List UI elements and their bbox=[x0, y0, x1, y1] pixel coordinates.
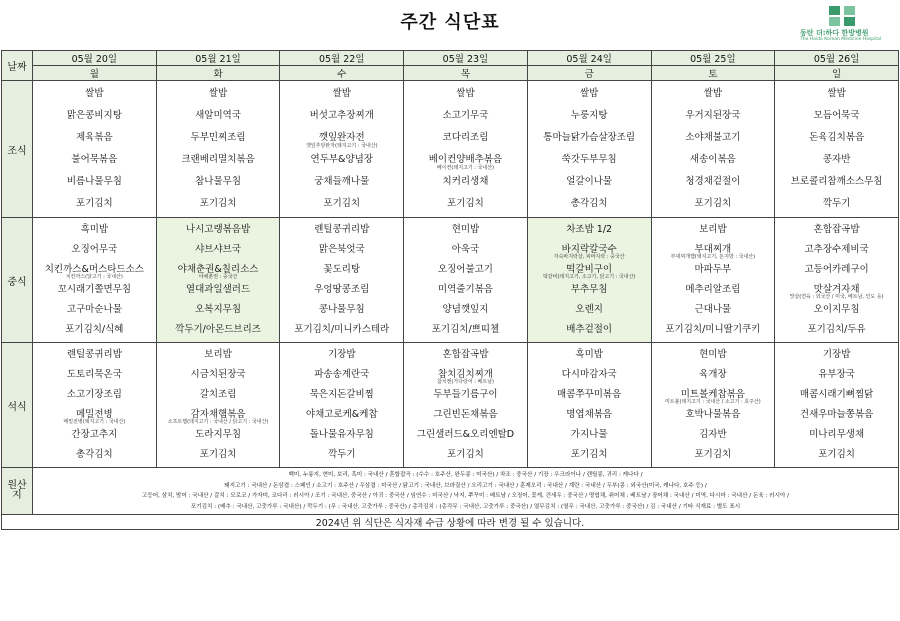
lunch-cell bbox=[404, 218, 528, 343]
menu-item: 유부장국 bbox=[818, 369, 855, 380]
menu-item: 우엉땅콩조림 bbox=[314, 284, 370, 295]
menu-item: 그린샐러드&오리엔탈D bbox=[416, 429, 515, 440]
breakfast-row bbox=[2, 81, 899, 218]
menu-item-origin-note: 미트볼(돼지고기 : 국내산 / 소고기 : 호주산) bbox=[664, 399, 761, 405]
menu-item: 다시마감자국 bbox=[561, 369, 617, 380]
menu-item: 야채고로케&케찹 bbox=[305, 409, 378, 420]
menu-item: 바지락칼국수 bbox=[561, 244, 617, 255]
menu-item-origin-note: 소프트햄(돼지고기 : 국내산 / 닭고기 : 국내산) bbox=[167, 419, 269, 425]
menu-item: 궁채들깨나물 bbox=[314, 176, 370, 187]
menu-item: 명엽채볶음 bbox=[566, 409, 613, 420]
menu-item: 혼합잡곡밥 bbox=[442, 349, 489, 360]
weekday-row bbox=[2, 66, 899, 81]
menu-item: 기장밥 bbox=[822, 349, 851, 360]
footer-note: 2024년 위 식단은 식자재 수급 상황에 따라 변경 될 수 있습니다. bbox=[2, 515, 899, 530]
lunch-cell bbox=[280, 218, 404, 343]
menu-item: 깍두기 bbox=[327, 449, 356, 460]
menu-item: 쌀밥 bbox=[703, 88, 723, 99]
menu-item: 콩자반 bbox=[822, 154, 851, 165]
dinner-label: 석식 bbox=[2, 343, 33, 468]
page-title: 주간 식단표 bbox=[400, 12, 500, 33]
date-sun: 05월 26일 bbox=[775, 51, 899, 66]
origin-line: 고등어, 삼치, 밤어 : 국내산 / 갈치 : 모로코 / 가자미, 코다리 : 러시아 / 조기 : 국내산, 중국산 / 아귀 : 중국산 / 임연수 : 미국산 / 낙지, 쭈꾸미 : 베트남 / 오징어, 꽃게, 건새우 : 중국산 / 명엽채, 쥐어채 : 베트남 / 장어채 : 국내산 / 미역, 다시마 : 국내산 / 돈육 : 러시아 / bbox=[141, 493, 790, 499]
logo-en: The Haida Korean Medicine Hospital bbox=[800, 37, 882, 42]
menu-item: 모듬어묵국 bbox=[813, 110, 860, 121]
menu-item: 미나리무생채 bbox=[809, 429, 865, 440]
menu-item: 소고기무국 bbox=[442, 110, 489, 121]
date-row bbox=[2, 51, 899, 66]
dinner-cell bbox=[775, 343, 899, 468]
menu-item: 김자반 bbox=[699, 429, 727, 440]
menu-item: 쌀밥 bbox=[827, 88, 846, 99]
menu-item: 포기김치 bbox=[694, 449, 732, 460]
menu-item: 포기김치 bbox=[323, 198, 361, 209]
menu-item: 포기김치 bbox=[447, 449, 484, 460]
menu-item: 렌틸콩귀리밥 bbox=[314, 224, 370, 235]
menu-item: 떡갈비구이 bbox=[566, 264, 613, 275]
origin-line: 포기김치 : (배추 : 국내산, 고춧가루 : 국내산) / 깍두기 : (무 : 국내산, 고춧가루 : 중국산) / 총각김치 : (총각무 : 국내산, 고춧가루 : 중국산) / 열무김치 : (열무 : 국내산, 고춧가루 : 중국산) / 김 : 국내산 / 기타 식재료 : 별도 표시 bbox=[190, 503, 741, 510]
dinner-cell bbox=[156, 343, 280, 468]
menu-item: 포기김치 bbox=[199, 198, 237, 209]
menu-item-origin-note: 깻잎추탕완자(돼지고기 : 국내산) bbox=[305, 143, 378, 149]
menu-item-origin-note: 야채춘권 : 중국산 bbox=[198, 274, 238, 280]
menu-item: 새알미역국 bbox=[195, 110, 241, 121]
lunch-cell bbox=[33, 218, 157, 343]
menu-item-origin-note: 맛살(연육 : 외국산 / 미국, 베트남, 인도 등) bbox=[789, 294, 884, 300]
menu-item: 메밀전병 bbox=[75, 409, 113, 420]
menu-item: 쌀밥 bbox=[85, 88, 104, 99]
menu-item: 콩나물무침 bbox=[318, 304, 365, 315]
menu-item: 맑은콩비지탕 bbox=[66, 110, 122, 121]
origin-row bbox=[2, 468, 899, 515]
menu-item: 포기김치/두유 bbox=[807, 324, 866, 335]
menu-item: 포기김치/식혜 bbox=[65, 324, 124, 335]
menu-item: 묵은지돈갈비찜 bbox=[309, 389, 374, 400]
menu-item: 소고기장조림 bbox=[66, 389, 122, 400]
menu-item: 제육볶음 bbox=[75, 132, 113, 143]
menu-item: 맑은북엇국 bbox=[318, 244, 365, 255]
menu-item: 오복지무침 bbox=[195, 304, 241, 315]
weekday-tue: 화 bbox=[156, 66, 280, 81]
menu-item: 양념깻잎지 bbox=[442, 304, 489, 315]
menu-table bbox=[1, 50, 899, 530]
menu-item: 보리밥 bbox=[204, 349, 232, 360]
lunch-cell bbox=[651, 218, 775, 343]
origin-label: 원산지 bbox=[2, 468, 33, 515]
menu-item: 기장밥 bbox=[327, 349, 356, 360]
menu-item: 오징어불고기 bbox=[437, 264, 493, 275]
menu-item: 파송송계란국 bbox=[314, 369, 370, 380]
menu-item: 포기김치/미니딸기쿠키 bbox=[665, 324, 761, 335]
menu-item: 고추장수제비국 bbox=[804, 244, 869, 255]
menu-item: 마파두부 bbox=[694, 264, 732, 275]
menu-item: 쌀밥 bbox=[579, 88, 599, 99]
menu-item: 근대나물 bbox=[694, 304, 732, 315]
menu-item: 치커리생채 bbox=[442, 176, 489, 187]
menu-item: 메추리알조림 bbox=[685, 284, 741, 295]
menu-item: 맛살겨자채 bbox=[813, 284, 860, 295]
menu-item: 통마늘닭가슴살장조림 bbox=[543, 132, 636, 143]
menu-item: 야채춘권&칠리소스 bbox=[177, 264, 259, 275]
menu-item: 꼬시래기쫄면무침 bbox=[57, 284, 132, 295]
menu-item: 포기김치 bbox=[694, 198, 732, 209]
menu-item: 렌틸콩귀리밥 bbox=[66, 349, 122, 360]
menu-item: 크랜베리멸치볶음 bbox=[181, 154, 255, 165]
menu-item: 보리밥 bbox=[699, 224, 727, 235]
menu-item: 두부민찌조림 bbox=[190, 132, 246, 143]
menu-item: 혼합잡곡밥 bbox=[813, 224, 860, 235]
menu-item: 흑미밥 bbox=[80, 224, 109, 235]
menu-item: 미역줄기볶음 bbox=[437, 284, 493, 295]
logo-name: 동탄 더:하다 한방병원 bbox=[800, 29, 869, 37]
dinner-row bbox=[2, 343, 899, 468]
weekday-sun: 일 bbox=[775, 66, 899, 81]
menu-item: 총각김치 bbox=[570, 198, 608, 209]
menu-item: 포기김치/미니카스테라 bbox=[294, 324, 390, 335]
menu-item: 오징어무국 bbox=[71, 244, 118, 255]
dinner-cell bbox=[404, 343, 528, 468]
menu-item: 쌀밥 bbox=[332, 88, 351, 99]
lunch-cell bbox=[156, 218, 280, 343]
menu-item: 고등어카레구이 bbox=[804, 264, 869, 275]
menu-item: 건새우마늘쫑볶음 bbox=[799, 409, 874, 420]
date-thu: 05월 23일 bbox=[404, 51, 528, 66]
menu-item: 갈치조림 bbox=[199, 389, 237, 400]
menu-item: 배추겉절이 bbox=[566, 324, 613, 335]
menu-item: 미트볼케찹볶음 bbox=[680, 389, 745, 400]
menu-item-origin-note: 메밀전병(돼지고기 : 국내산) bbox=[63, 419, 126, 425]
date-mon: 05월 20일 bbox=[33, 51, 157, 66]
menu-item: 깍두기 bbox=[822, 198, 851, 209]
menu-item-origin-note: 참치캔(가다랑어 : 베트남) bbox=[436, 379, 494, 385]
lunch-cell bbox=[527, 218, 651, 343]
menu-item: 총각김치 bbox=[75, 449, 113, 460]
menu-item-origin-note: 떡갈비(돼지고기, 소고기, 닭고기 : 국내산) bbox=[542, 274, 636, 280]
weekday-wed: 수 bbox=[280, 66, 404, 81]
menu-item: 포기김치 bbox=[447, 198, 484, 209]
menu-item: 꽃도리탕 bbox=[323, 264, 361, 275]
menu-item: 참나물무침 bbox=[195, 176, 241, 187]
menu-item: 가지나물 bbox=[570, 429, 608, 440]
dinner-cell bbox=[280, 343, 404, 468]
menu-item: 차조밥 1/2 bbox=[566, 224, 613, 235]
menu-item: 현미밥 bbox=[451, 224, 480, 235]
menu-item: 호박나물볶음 bbox=[685, 409, 741, 420]
menu-item: 흑미밥 bbox=[575, 349, 603, 360]
menu-item: 매콤시래기뼈찜닭 bbox=[799, 389, 874, 400]
origin-line: 백미, 누룽지, 현미, 보리, 흑미 : 국내산 / 혼합잡곡 : (수수 : 호주산, 완두콩 : 미국산) / 차조 : 중국산 / 기장 : 우크라이나 / 렌틸콩, 귀리 : 캐나다 / bbox=[288, 472, 643, 478]
menu-item: 포기김치 bbox=[570, 449, 608, 460]
menu-item: 부대찌개 bbox=[694, 244, 732, 255]
date-fri: 05월 24일 bbox=[527, 51, 651, 66]
menu-item: 쑥갓두부무침 bbox=[561, 154, 617, 165]
menu-item: 오렌지 bbox=[575, 304, 603, 315]
menu-item: 도라지무침 bbox=[195, 429, 241, 440]
menu-item: 불어묵볶음 bbox=[71, 154, 118, 165]
lunch-row bbox=[2, 218, 899, 343]
menu-item: 오이지무침 bbox=[813, 304, 860, 315]
menu-item: 치킨까스&머스타드소스 bbox=[44, 264, 144, 275]
menu-item: 두부들기름구이 bbox=[433, 389, 498, 400]
breakfast-cell bbox=[775, 81, 899, 218]
menu-item: 비름나물무침 bbox=[66, 176, 122, 187]
weekday-thu: 목 bbox=[404, 66, 528, 81]
menu-item: 베이컨양배추볶음 bbox=[428, 154, 503, 165]
menu-item: 얼갈이나물 bbox=[566, 176, 613, 187]
dinner-cell bbox=[651, 343, 775, 468]
breakfast-cell bbox=[527, 81, 651, 218]
lunch-cell bbox=[775, 218, 899, 343]
dinner-cell bbox=[33, 343, 157, 468]
menu-item: 돈육김치볶음 bbox=[809, 132, 865, 143]
weekday-fri: 금 bbox=[527, 66, 651, 81]
menu-item: 도토리묵온국 bbox=[66, 369, 122, 380]
menu-item: 브로콜리참깨소스무침 bbox=[790, 176, 883, 187]
footer-row bbox=[2, 515, 899, 530]
menu-item: 우거지된장국 bbox=[685, 110, 741, 121]
menu-item: 그린빈돈채볶음 bbox=[433, 409, 498, 420]
menu-item: 나시고랭볶음밥 bbox=[185, 224, 251, 235]
menu-item: 쌀밥 bbox=[208, 88, 228, 99]
menu-item: 시금치된장국 bbox=[190, 369, 246, 380]
menu-item: 새송이볶음 bbox=[689, 154, 736, 165]
menu-item: 감자채햄볶음 bbox=[190, 409, 246, 420]
menu-item: 포기김치 bbox=[75, 198, 113, 209]
lunch-label: 중식 bbox=[2, 218, 33, 343]
menu-item: 버섯고추장찌개 bbox=[309, 110, 374, 121]
menu-item: 코다리조림 bbox=[442, 132, 489, 143]
menu-item: 열대과일샐러드 bbox=[185, 284, 251, 295]
menu-item: 포기김치 bbox=[818, 449, 855, 460]
menu-item: 누룽지탕 bbox=[570, 110, 608, 121]
weekday-sat: 토 bbox=[651, 66, 775, 81]
origin-info bbox=[33, 468, 899, 515]
menu-item: 깻잎완자전 bbox=[318, 132, 365, 143]
menu-item: 참치김치찌개 bbox=[437, 369, 493, 380]
menu-item: 소야채불고기 bbox=[685, 132, 741, 143]
breakfast-cell bbox=[33, 81, 157, 218]
date-wed: 05월 22일 bbox=[280, 51, 404, 66]
origin-line: 돼지고기 : 국내산 / 돈삼겹 : 스페인 / 소고기 : 호주산 / 우삼겹 : 미국산 / 닭고기 : 국내산, 브라질산 / 오리고기 : 국내산 / 훈제오리 : 국내산 / 계란 : 국내산 / 두부(콩 : 외국산(미국, 캐나다, 호주 등) / bbox=[224, 482, 707, 489]
menu-item-origin-note: 치킨까스(닭고기 : 국내산) bbox=[65, 274, 123, 280]
menu-item: 쌀밥 bbox=[456, 88, 475, 99]
menu-item: 샤브샤브국 bbox=[195, 244, 241, 255]
date-tue: 05월 21일 bbox=[156, 51, 280, 66]
menu-item: 부추무침 bbox=[570, 284, 608, 295]
hospital-logo-icon bbox=[828, 5, 858, 27]
menu-item: 아욱국 bbox=[451, 244, 480, 255]
menu-item: 매콤쭈꾸미볶음 bbox=[557, 389, 622, 400]
menu-item: 현미밥 bbox=[699, 349, 727, 360]
menu-item: 깍두기/아몬드브리즈 bbox=[175, 324, 261, 335]
menu-item: 간장고추지 bbox=[71, 429, 118, 440]
menu-item: 청경채겉절이 bbox=[685, 176, 741, 187]
menu-item: 돌나물유자무침 bbox=[309, 429, 374, 440]
menu-item: 육개장 bbox=[699, 369, 727, 380]
date-sat: 05월 25일 bbox=[651, 51, 775, 66]
menu-item: 포기김치 bbox=[199, 449, 237, 460]
menu-item-origin-note: 부대찌개햄(돼지고기, 돈지방 : 국내산) bbox=[670, 254, 756, 260]
breakfast-cell bbox=[404, 81, 528, 218]
menu-item-origin-note: 자숙바지락살, 피바지락 : 중국산 bbox=[553, 254, 625, 260]
day-label: 날짜 bbox=[2, 51, 33, 81]
breakfast-cell bbox=[651, 81, 775, 218]
breakfast-cell bbox=[156, 81, 280, 218]
weekday-mon: 월 bbox=[33, 66, 157, 81]
breakfast-label: 조식 bbox=[2, 81, 33, 218]
menu-item: 연두부&양념장 bbox=[310, 154, 373, 165]
menu-item-origin-note: 베이컨(돼지고기 : 국내산) bbox=[436, 165, 494, 171]
menu-item: 고구마순나물 bbox=[66, 304, 122, 315]
breakfast-cell bbox=[280, 81, 404, 218]
dinner-cell bbox=[527, 343, 651, 468]
menu-item: 포기김치/쁘띠첼 bbox=[431, 324, 500, 335]
